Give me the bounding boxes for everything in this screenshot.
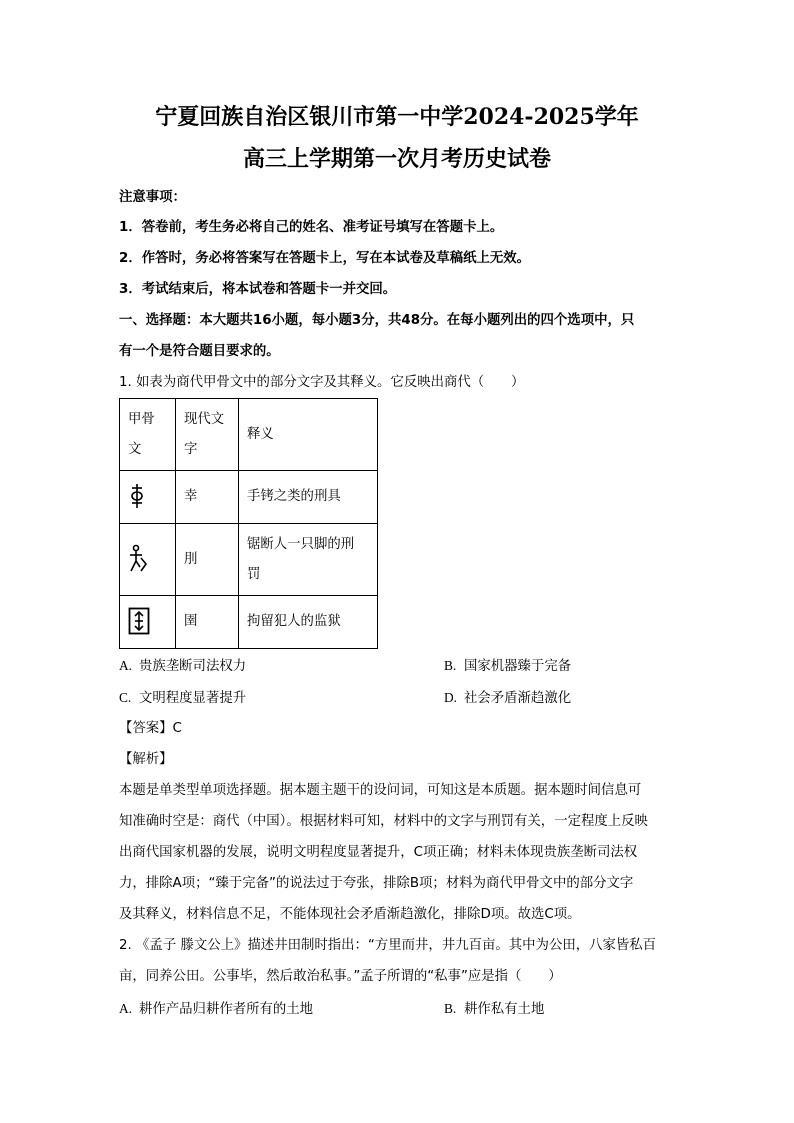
oracle-xin-glyph — [128, 483, 146, 509]
q2-option-a[interactable] — [119, 1000, 313, 1019]
modern-char-yu: 圉 — [176, 596, 239, 649]
meaning-line: 锯断人一只脚的刑 — [247, 536, 355, 552]
notes-header: 注意事项： — [119, 190, 186, 205]
oracle-yue-glyph — [128, 544, 148, 574]
modern-char-yue: 刖 — [176, 524, 239, 596]
option-letter: B. — [444, 1001, 457, 1016]
option-letter: A. — [119, 1001, 133, 1016]
table-row — [120, 471, 378, 524]
option-letter: C. — [119, 690, 132, 705]
table-header-row — [120, 399, 378, 471]
option-letter: D. — [444, 690, 458, 705]
option-text: 文明程度显著提升 — [139, 691, 247, 706]
option-text: 耕作私有土地 — [464, 1002, 545, 1017]
table-header-oracle — [120, 399, 176, 471]
q1-analysis-line: 知准确时空是：商代（中国）。根据材料可知，材料中的文字与刑罚有关，一定程度上反映 — [119, 814, 648, 829]
q1-analysis-line: 出商代国家机器的发展，说明文明程度显著提升，C项正确；材料未体现贵族垄断司法权 — [119, 845, 638, 860]
q1-option-b[interactable] — [444, 657, 571, 676]
note-item-2: 2．作答时，务必将答案写在答题卡上，写在本试卷及草稿纸上无效。 — [119, 251, 531, 266]
question-2-stem-line1: 2. 《孟子 滕文公上》描述井田制时指出：“方里而井，井九百亩。其中为公田，八家皆私百 — [119, 938, 657, 953]
header-text: 字 — [184, 441, 198, 457]
meaning-line: 罚 — [247, 566, 261, 582]
question-2-stem-line2: 亩，同养公田。公事毕，然后敢治私事。”孟子所谓的“私事”应是指（ ） — [119, 969, 562, 984]
q1-analysis-header: 【解析】 — [119, 752, 173, 767]
meaning-yue — [239, 524, 378, 596]
option-text: 贵族垄断司法权力 — [139, 659, 247, 674]
option-text: 社会矛盾渐趋激化 — [464, 691, 572, 706]
modern-char-xin: 幸 — [176, 471, 239, 524]
header-text: 甲骨 — [128, 411, 155, 427]
section-instructions-line2: 有一个是符合题目要求的。 — [119, 344, 280, 359]
note-item-1: 1．答卷前，考生务必将自己的姓名、准考证号填写在答题卡上。 — [119, 220, 504, 235]
header-text: 文 — [128, 441, 142, 457]
q1-analysis-line: 及其释义，材料信息不足，不能体现社会矛盾渐趋激化，排除D项。故选C项。 — [119, 907, 581, 922]
option-letter: A. — [119, 658, 133, 673]
table-header-meaning: 释义 — [239, 399, 378, 471]
oracle-xin-cell — [120, 471, 176, 524]
table-row — [120, 524, 378, 596]
exam-title-line2: 高三上学期第一次月考历史试卷 — [242, 146, 551, 172]
option-letter: B. — [444, 658, 457, 673]
option-text: 耕作产品归耕作者所有的土地 — [139, 1002, 314, 1017]
q1-answer: 【答案】C — [119, 721, 182, 736]
meaning-yu: 拘留犯人的监狱 — [239, 596, 378, 649]
q1-option-a[interactable] — [119, 657, 246, 676]
q1-option-c[interactable] — [119, 689, 246, 708]
header-text: 现代文 — [184, 411, 225, 427]
question-1-stem: 1. 如表为商代甲骨文中的部分文字及其释义。它反映出商代（ ） — [119, 375, 525, 390]
oracle-yu-glyph — [128, 607, 150, 635]
q1-analysis-line: 本题是单类型单项选择题。据本题主题干的设问词，可知这是本质题。据本题时间信息可 — [119, 783, 642, 798]
oracle-yu-cell — [120, 596, 176, 649]
option-text: 国家机器臻于完备 — [464, 659, 572, 674]
meaning-xin: 手铐之类的刑具 — [239, 471, 378, 524]
q2-option-b[interactable] — [444, 1000, 544, 1019]
exam-title-line1: 宁夏回族自治区银川市第一中学2024-2025学年 — [155, 104, 639, 130]
q1-option-d[interactable] — [444, 689, 571, 708]
section-instructions-line1: 一、选择题：本大题共16小题，每小题3分，共48分。在每小题列出的四个选项中，只 — [119, 313, 635, 328]
q1-analysis-line: 力，排除A项；“臻于完备”的说法过于夸张，排除B项；材料为商代甲骨文中的部分文字 — [119, 876, 634, 891]
oracle-yue-cell — [120, 524, 176, 596]
note-item-3: 3．考试结束后，将本试卷和答题卡一并交回。 — [119, 282, 397, 297]
table-row — [120, 596, 378, 649]
oracle-bone-table — [119, 398, 378, 649]
table-header-modern — [176, 399, 239, 471]
